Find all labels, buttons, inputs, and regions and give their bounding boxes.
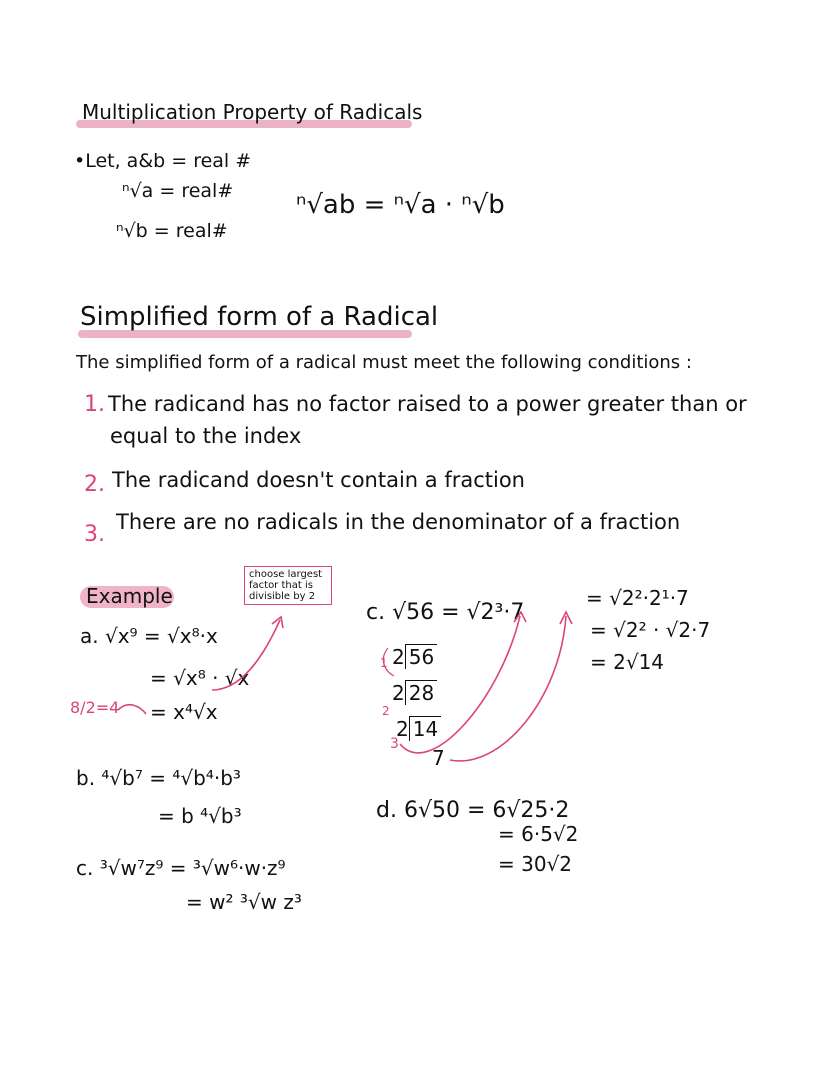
seven-arrow-head xyxy=(560,612,572,624)
div-dividend-1: 56 xyxy=(405,644,437,669)
div-dividend-3: 14 xyxy=(409,716,441,741)
condition-3-number: 3. xyxy=(84,522,105,547)
example-d-line3: = 30√2 xyxy=(498,852,573,876)
example-c2-line1: c. √56 = √2³·7 xyxy=(366,600,525,625)
div-dividend-2: 28 xyxy=(405,680,437,705)
div-quotient: 7 xyxy=(432,746,445,770)
example-c-line1: c. ³√w⁷z⁹ = ³√w⁶·w·z⁹ xyxy=(76,856,286,880)
condition-1-number: 1. xyxy=(84,392,105,417)
example-d-line2: = 6·5√2 xyxy=(498,822,579,846)
example-a-line3: = x⁴√x xyxy=(150,700,218,724)
div-row-3 xyxy=(396,716,441,741)
div-divisor-2: 2 xyxy=(392,681,405,705)
example-a-line1: a. √x⁹ = √x⁸·x xyxy=(80,624,218,648)
simp-title: Simplified form of a Radical xyxy=(80,302,439,332)
example-c2-result3: = 2√14 xyxy=(590,650,665,674)
largest-factor-note: choose largest factor that is divisible by 2 xyxy=(244,566,332,605)
simp-intro: The simplified form of a radical must meet the following conditions : xyxy=(76,352,692,373)
example-c2-result2: = √2² · √2·7 xyxy=(590,618,711,642)
example-b-line2: = b ⁴√b³ xyxy=(158,804,242,828)
example-a-line2: = √x⁸ · √x xyxy=(150,666,250,690)
div-divisor-3: 2 xyxy=(396,717,409,741)
half-arrow xyxy=(118,705,146,714)
example-c-line2: = w² ³√w z³ xyxy=(186,890,302,914)
b-real-line: ⁿ√b = real# xyxy=(116,220,228,242)
div-mark-3: 3 xyxy=(390,736,399,752)
example-a-side-note: 8/2=4 xyxy=(70,698,120,717)
condition-1-text: The radicand has no factor raised to a power greater than or xyxy=(108,392,747,416)
example-b-line1: b. ⁴√b⁷ = ⁴√b⁴·b³ xyxy=(76,766,241,790)
div-row-1 xyxy=(392,644,437,669)
a-real-line: ⁿ√a = real# xyxy=(122,180,234,202)
mult-title: Multiplication Property of Radicals xyxy=(82,100,423,124)
div-divisor-1: 2 xyxy=(392,645,405,669)
example-d-line1: d. 6√50 = 6√25·2 xyxy=(376,798,570,823)
let-line: •Let, a&b = real # xyxy=(74,150,252,172)
seven-arrow xyxy=(450,616,566,761)
div-mark-2: 2 xyxy=(382,704,390,718)
condition-2-text: The radicand doesn't contain a fraction xyxy=(112,468,525,492)
div-row-2 xyxy=(392,680,437,705)
example-c2-result1: = √2²·2¹·7 xyxy=(586,586,689,610)
note-arrow-head xyxy=(272,617,283,628)
multiplication-rule: ⁿ√ab = ⁿ√a · ⁿ√b xyxy=(296,190,505,220)
condition-1-text2: equal to the index xyxy=(110,424,302,448)
example-label: Example xyxy=(86,584,173,608)
condition-3-text: There are no radicals in the denominator of a fraction xyxy=(116,510,681,534)
condition-2-number: 2. xyxy=(84,472,105,497)
div-mark-1: 1 xyxy=(380,656,388,670)
